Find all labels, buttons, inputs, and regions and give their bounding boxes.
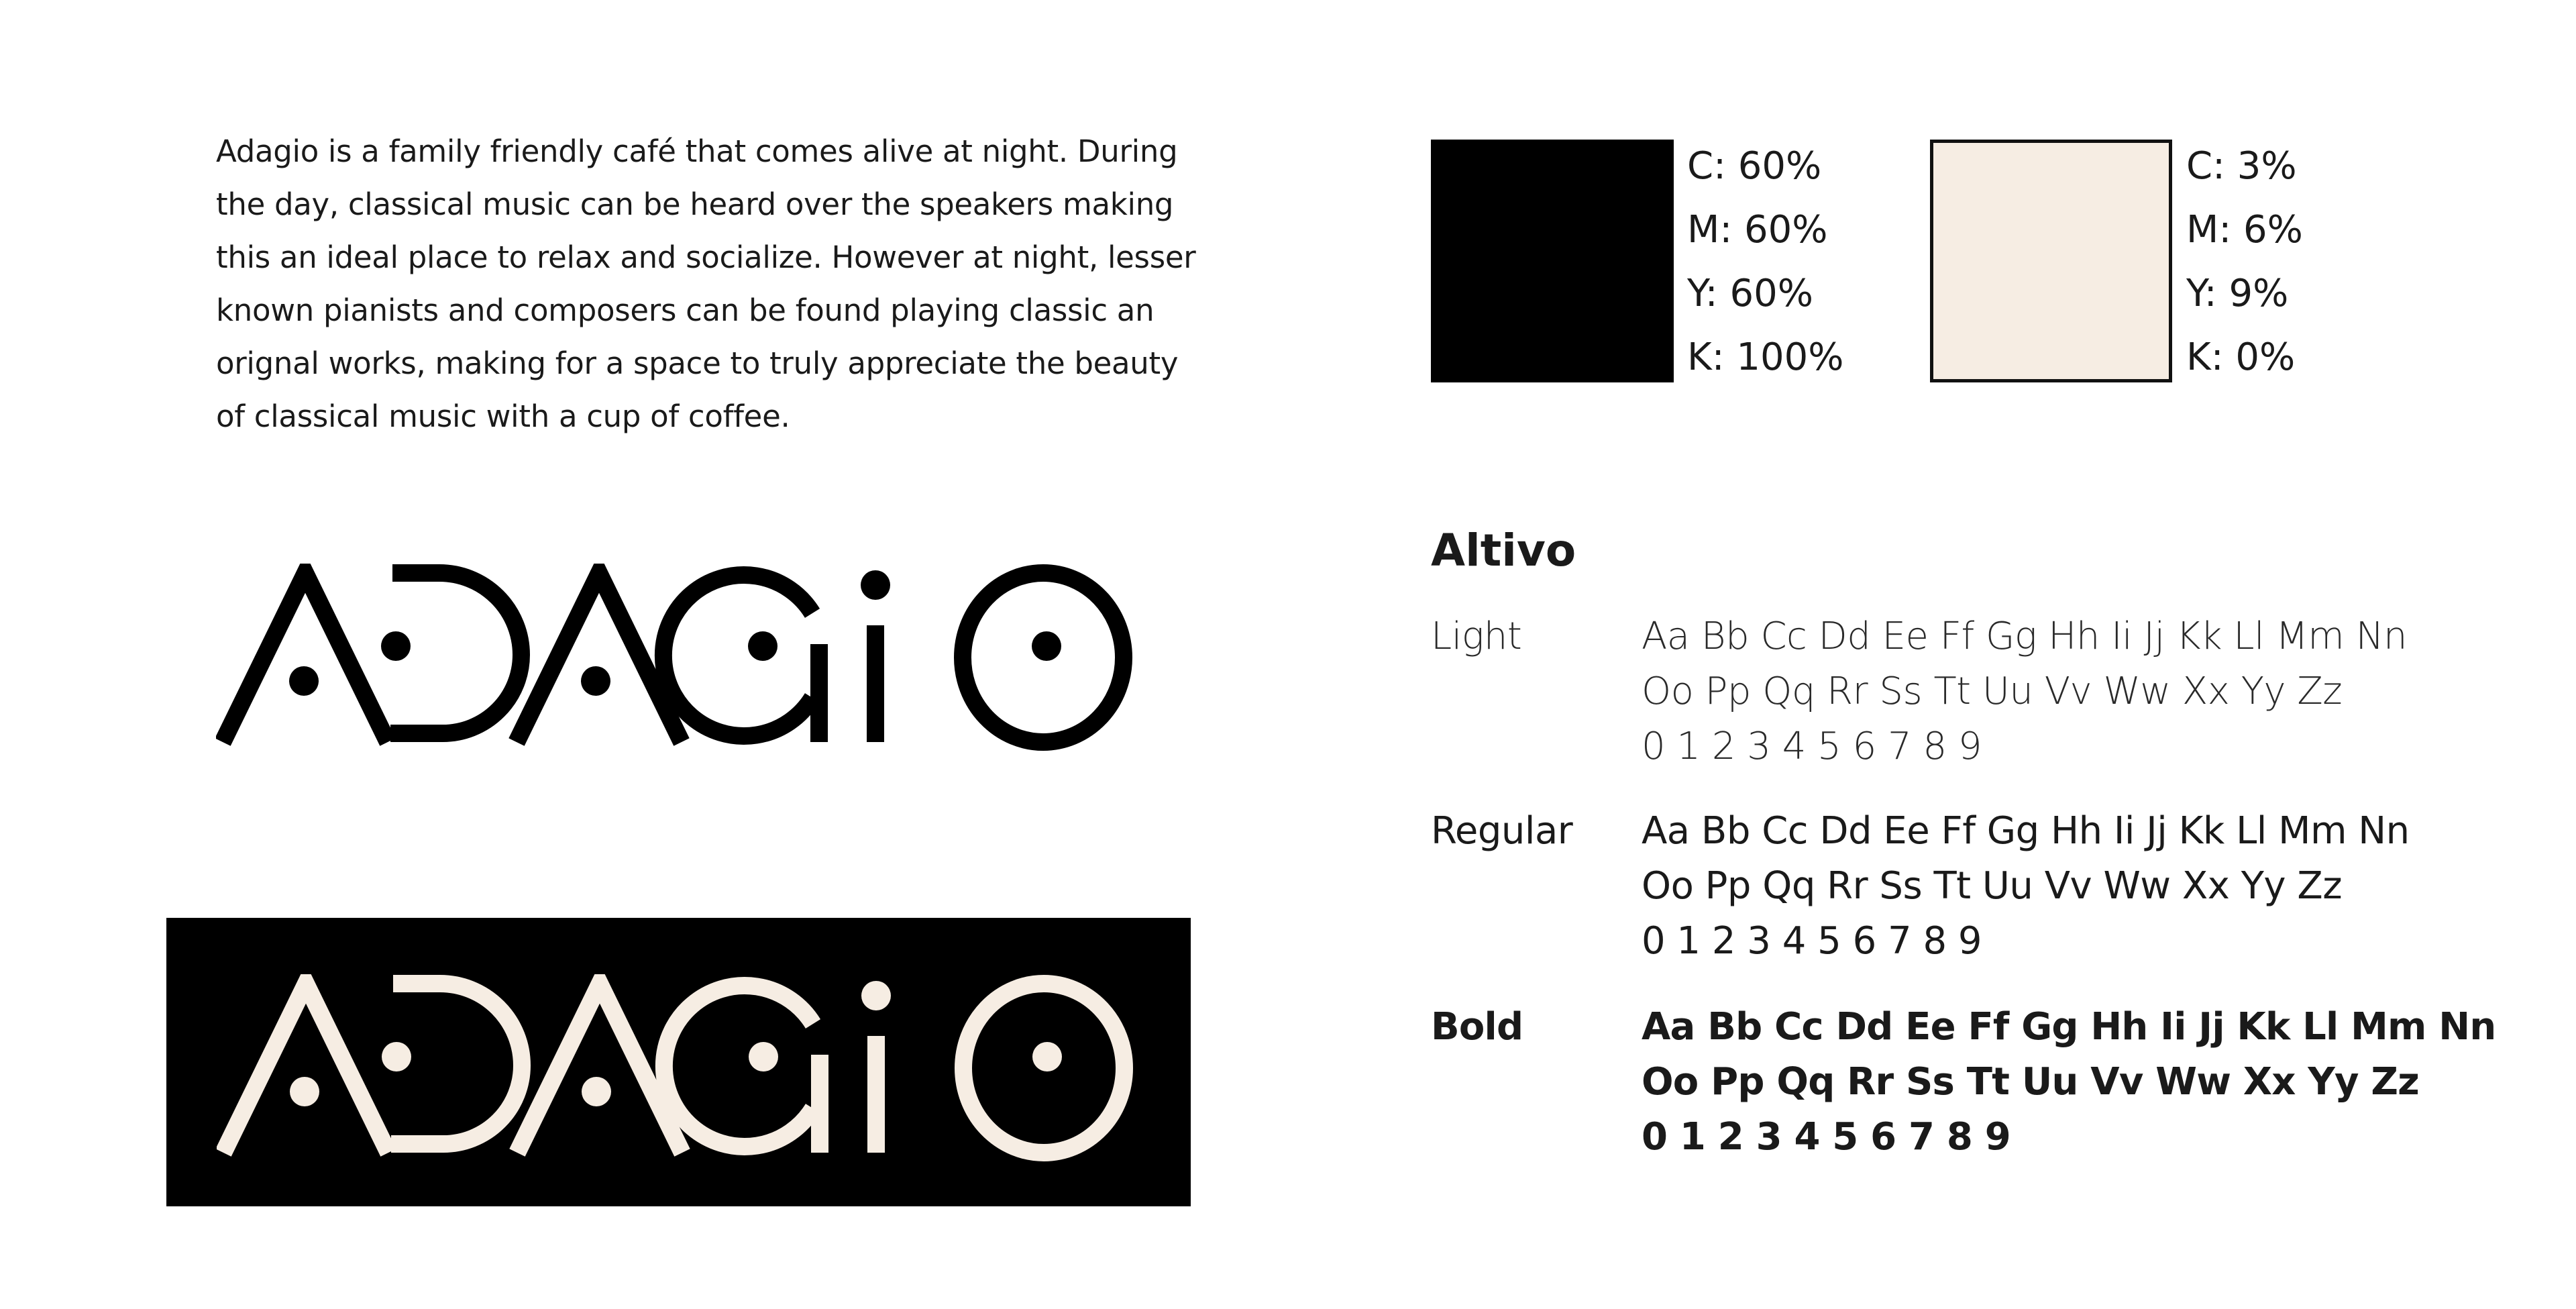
cmyk-key: K: 0% [2186, 335, 2296, 379]
glyph-specimen [1642, 804, 2576, 969]
cmyk-values-cream [2186, 134, 2303, 389]
glyph-specimen [1642, 1000, 2576, 1165]
specimen-line: Aa Bb Cc Dd Ee Ff Gg Hh Ii Jj Kk Ll Mm Nn [1642, 1005, 2496, 1049]
cmyk-yellow: Y: 60% [1687, 272, 1813, 315]
glyph-specimen [1642, 609, 2576, 774]
cmyk-magenta: M: 6% [2186, 208, 2303, 252]
specimen-line: 0 1 2 3 4 5 6 7 8 9 [1642, 725, 1982, 768]
color-swatch-black [1431, 140, 1674, 382]
specimen-line: Aa Bb Cc Dd Ee Ff Gg Hh Ii Jj Kk Ll Mm Nn [1642, 615, 2407, 658]
typeface-name: Altivo [1431, 525, 1576, 576]
weight-label: Light [1431, 615, 1522, 658]
specimen-line: 0 1 2 3 4 5 6 7 8 9 [1642, 919, 1982, 963]
intro-paragraph [216, 125, 1209, 443]
cmyk-magenta: M: 60% [1687, 208, 1828, 252]
cmyk-cyan: C: 3% [2186, 144, 2297, 188]
cmyk-values-black [1687, 134, 1844, 389]
weight-label: Bold [1431, 1005, 1523, 1049]
specimen-line: Oo Pp Qq Rr Ss Tt Uu Vv Ww Xx Yy Zz [1642, 670, 2343, 713]
cmyk-yellow: Y: 9% [2186, 272, 2289, 315]
adagio-logo-dark [217, 974, 1138, 1162]
intro-line: of classical music with a cup of coffee. [216, 399, 790, 434]
color-swatch-cream [1930, 140, 2172, 382]
specimen-line: Oo Pp Qq Rr Ss Tt Uu Vv Ww Xx Yy Zz [1642, 864, 2343, 908]
cmyk-key: K: 100% [1687, 335, 1844, 379]
intro-line: known pianists and composers can be found playing classic an [216, 293, 1155, 328]
specimen-line: 0 1 2 3 4 5 6 7 8 9 [1642, 1115, 2010, 1159]
intro-line: the day, classical music can be heard over the speakers making [216, 187, 1174, 222]
specimen-line: Aa Bb Cc Dd Ee Ff Gg Hh Ii Jj Kk Ll Mm Nn [1642, 809, 2410, 853]
adagio-logo-dark-panel [166, 918, 1191, 1206]
adagio-logo-light [216, 564, 1137, 751]
weight-label: Regular [1431, 809, 1573, 853]
specimen-line: Oo Pp Qq Rr Ss Tt Uu Vv Ww Xx Yy Zz [1642, 1060, 2419, 1104]
intro-line: orignal works, making for a space to truly appreciate the beauty [216, 346, 1179, 381]
cmyk-cyan: C: 60% [1687, 144, 1822, 188]
intro-line: Adagio is a family friendly café that comes alive at night. During [216, 134, 1178, 169]
intro-line: this an ideal place to relax and socialize. However at night, lesser [216, 240, 1196, 275]
